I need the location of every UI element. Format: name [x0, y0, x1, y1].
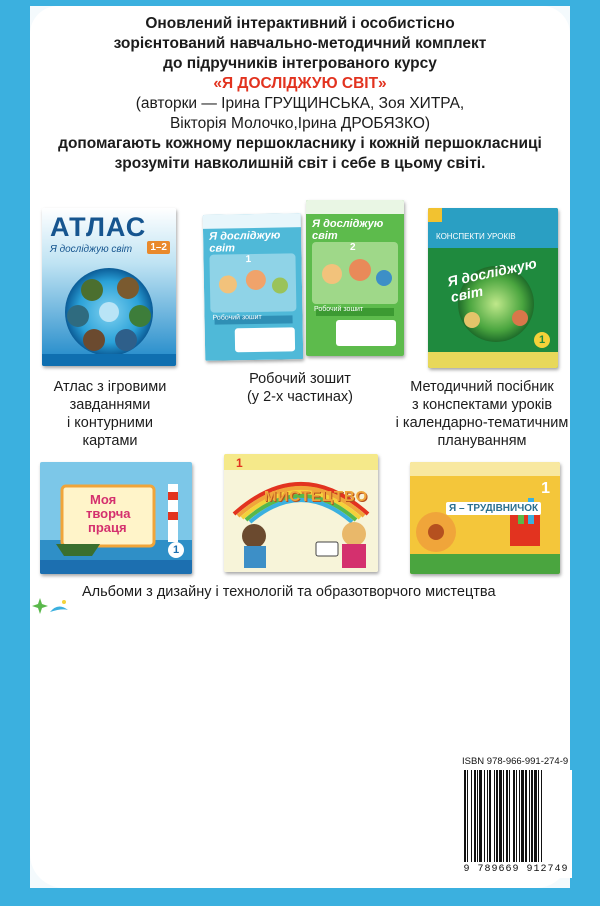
album-worker-art: [410, 462, 560, 574]
atlas-cover-title: АТЛАС: [50, 212, 147, 242]
lesson-plans-cover-subtitle: КОНСПЕКТИ УРОКІВ: [436, 232, 516, 241]
workbook-part-2-title: Я досліджую світ: [312, 218, 384, 242]
purpose-line-1: допомагають кожному першокласнику і кожній першокласниці: [58, 135, 542, 152]
album-creative-work-title-line-2: творча: [86, 506, 131, 521]
album-art-grade: 1: [236, 456, 243, 470]
album-art-cover: [224, 454, 378, 572]
atlas-cover-subtitle: Я досліджую світ: [50, 244, 133, 255]
album-worker-title: Я – ТРУДІВНИЧОК: [446, 502, 541, 515]
workbook-part-1-title: Я досліджую світ: [209, 229, 281, 255]
purpose-line-2: зрозуміти навколишній світ і себе в цьому світі.: [114, 155, 486, 172]
workbook-caption-line-2: (у 2-х частинах): [246, 389, 354, 405]
lesson-plans-caption: [392, 378, 572, 450]
workbook-caption: [220, 370, 380, 406]
albums-caption: Альбоми з дизайну і технологій та образотворчого мистецтва: [82, 584, 496, 600]
workbook-part-1-number: 1: [245, 254, 252, 266]
workbook-part-2-subtitle: Робочий зошит: [314, 306, 364, 313]
album-creative-work-cover: [40, 462, 192, 574]
lesson-plans-caption-line-4: плануванням: [437, 433, 527, 449]
lesson-plans-cover: [428, 208, 558, 368]
lesson-plans-caption-line-2: з конспектами уроків: [411, 397, 553, 413]
atlas-cover: [42, 208, 176, 366]
lesson-plans-caption-line-3: і календарно-тематичним: [395, 415, 569, 431]
lesson-plans-cover-grade: 1: [534, 332, 550, 348]
atlas-caption-line-3: і контурними: [67, 415, 153, 431]
album-worker-grade: 1: [541, 480, 550, 497]
barcode-number: 9 789669 912749: [463, 864, 569, 875]
barcode-bars: [460, 770, 572, 864]
intro-line-1: Оновлений інтерактивний і особистісно: [145, 15, 455, 32]
lesson-plans-caption-line-1: Методичний посібник: [410, 379, 554, 395]
album-creative-work-title-line-1: Моя: [90, 492, 117, 507]
atlas-caption-line-2: завданнями: [69, 397, 151, 413]
album-worker-cover: [410, 462, 560, 574]
isbn-text: ISBN 978-966-991-274-9: [462, 756, 569, 767]
atlas-caption-line-1: Атлас з ігровими: [53, 379, 167, 395]
workbook-part-1-subtitle: Робочий зошит: [212, 313, 262, 322]
workbook-part-2-cover: [306, 200, 404, 356]
workbook-caption-line-1: Робочий зошит: [249, 371, 351, 387]
atlas-caption: [30, 378, 190, 450]
intro-text: [40, 14, 560, 174]
sparkle-icon: [32, 596, 72, 616]
authors-line-1: (авторки — Ірина ГРУЩИНСЬКА, Зоя ХИТРА,: [135, 95, 465, 112]
intro-line-2: зорієнтований навчально-методичний комплект: [113, 35, 487, 52]
lesson-plans-cover-title: Я досліджую світ: [445, 254, 538, 306]
authors-line-2: Вікторія Молочко,Ірина ДРОБЯЗКО): [169, 115, 431, 132]
album-creative-work-title-line-3: праця: [88, 520, 127, 535]
atlas-caption-line-4: картами: [82, 433, 138, 449]
atlas-cover-grade: 1–2: [147, 241, 170, 254]
album-creative-work-grade: 1: [168, 542, 184, 558]
album-art-art: [224, 454, 378, 572]
album-art-title: МИСТЕЦТВО: [264, 488, 369, 505]
series-title: «Я ДОСЛІДЖУЮ СВІТ»: [213, 75, 387, 92]
intro-line-3: до підручників інтегрованого курсу: [163, 55, 437, 72]
workbook-part-1-cover: [203, 213, 304, 361]
barcode: [460, 770, 572, 878]
workbook-part-2-number: 2: [350, 242, 356, 253]
